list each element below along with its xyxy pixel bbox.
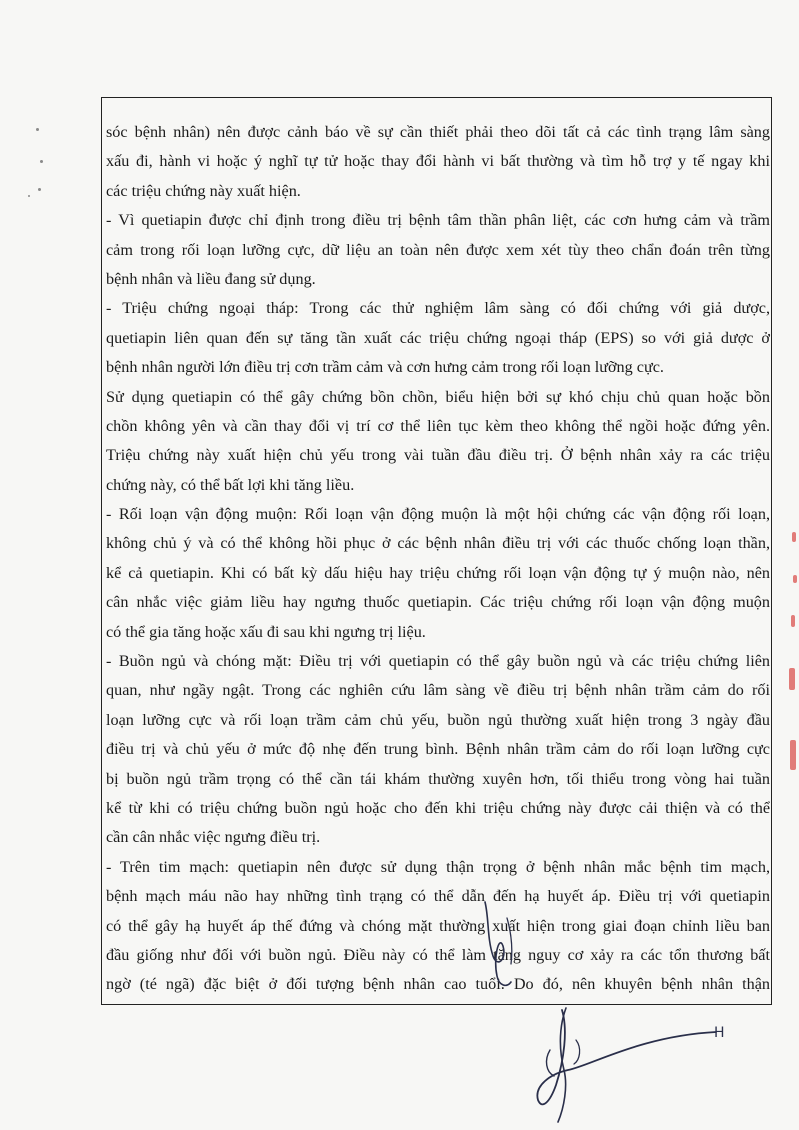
signature xyxy=(520,990,750,1130)
text-line: không chủ ý và có thể không hồi phục ở các bệnh nhân điều trị với các thuốc chống loạn thần, xyxy=(106,534,770,553)
scan-speck xyxy=(36,128,39,131)
text-line: chồn không yên và cần thay đổi vị trí cơ thể liên tục kèm theo không thể ngồi hoặc đứng yên. xyxy=(106,416,770,435)
text-line: bệnh nhân người lớn điều trị cơn trầm cảm và cơn hưng cảm trong rối loạn lưỡng cực. xyxy=(106,358,664,377)
text-line: bị buồn ngủ trầm trọng có thể cần tái khám thường xuyên hơn, tối thiểu trong vòng hai tuần xyxy=(106,769,770,788)
text-line: Sử dụng quetiapin có thể gây chứng bồn chồn, biểu hiện bởi sự khó chịu chủ quan hoặc bồn xyxy=(106,387,770,406)
stamp-fragment xyxy=(792,532,796,542)
text-line: Triệu chứng này xuất hiện chủ yếu trong vài tuần đầu điều trị. Ở bệnh nhân xảy ra các triệu xyxy=(106,446,770,465)
text-line: xấu đi, hành vi hoặc ý nghĩ tự tử hoặc thay đổi hành vi bất thường và tìm hỗ trợ y tế ngay khi xyxy=(106,152,770,171)
text-line: - Vì quetiapin được chỉ định trong điều trị bệnh tâm thần phân liệt, các cơn hưng cảm và trầm xyxy=(106,211,770,230)
text-line: - Triệu chứng ngoại tháp: Trong các thử nghiệm lâm sàng có đối chứng với giả dược, xyxy=(106,299,770,318)
text-line: quan, như ngầy ngật. Trong các nghiên cứu lâm sàng về điều trị bệnh nhân trầm cảm do rối xyxy=(106,681,770,700)
stamp-fragment xyxy=(791,615,795,627)
text-line: bệnh mạch máu não hay những tình trạng có thể dẫn đến hạ huyết áp. Điều trị với quetiapin xyxy=(106,887,770,906)
text-line: cảm trong rối loạn lưỡng cực, dữ liệu an toàn nên được xem xét tùy theo chẩn đoán trên từng xyxy=(106,240,770,259)
text-line: các triệu chứng này xuất hiện. xyxy=(106,181,301,200)
scan-speck xyxy=(38,188,41,191)
text-line: đầu giống như đối với buồn ngủ. Điều này có thể làm tăng nguy cơ xảy ra các tổn thương bất xyxy=(106,945,770,964)
text-line: loạn lưỡng cực và rối loạn trầm cảm chủ yếu, buồn ngủ thường xuất hiện trong 3 ngày đầu xyxy=(106,710,770,729)
text-line: - Rối loạn vận động muộn: Rối loạn vận động muộn là một hội chứng các vận động rối loạn, xyxy=(106,505,770,524)
text-line: có thể gây hạ huyết áp thế đứng và chóng mặt thường xuất hiện trong giai đoạn chỉnh liều ban xyxy=(106,916,770,935)
text-line: có thể gia tăng hoặc xấu đi sau khi ngưng trị liệu. xyxy=(106,622,426,641)
scan-speck xyxy=(28,195,30,197)
scan-speck xyxy=(40,160,43,163)
text-line: điều trị và chủ yếu ở mức độ nhẹ đến trung bình. Bệnh nhân trầm cảm do rối loạn lưỡng cực xyxy=(106,740,770,759)
document-body xyxy=(106,118,770,1000)
text-line: bệnh nhân và liều đang sử dụng. xyxy=(106,269,316,288)
stamp-fragment xyxy=(793,575,797,583)
signature-mark: H xyxy=(714,1025,725,1041)
stamp-fragment xyxy=(789,668,795,690)
handwritten-initials xyxy=(467,898,537,993)
text-line: - Trên tim mạch: quetiapin nên được sử dụng thận trọng ở bệnh nhân mắc bệnh tim mạch, xyxy=(106,857,770,876)
text-line: kể từ khi có triệu chứng buồn ngủ hoặc cho đến khi triệu chứng này được cải thiện và có thể xyxy=(106,798,770,817)
text-line: quetiapin liên quan đến sự tăng tần xuất các triệu chứng ngoại tháp (EPS) so với giả dược ở xyxy=(106,328,770,347)
text-line: ngờ (té ngã) đặc biệt ở đối tượng bệnh nhân cao tuổi. Do đó, nên khuyên bệnh nhân thận xyxy=(106,975,770,994)
text-line: chứng này, có thể bất lợi khi tăng liều. xyxy=(106,475,355,494)
text-line: cân nhắc việc giảm liều hay ngưng thuốc quetiapin. Các triệu chứng rối loạn vận động muộn xyxy=(106,593,770,612)
stamp-fragment xyxy=(790,740,796,770)
text-line: sóc bệnh nhân) nên được cảnh báo về sự cần thiết phải theo dõi tất cả các tình trạng lâm sàng xyxy=(106,123,770,141)
text-line: - Buồn ngủ và chóng mặt: Điều trị với quetiapin có thể gây buồn ngủ và các triệu chứng liên xyxy=(106,652,770,671)
text-line: cần cân nhắc việc ngưng điều trị. xyxy=(106,828,321,847)
text-line: kể cả quetiapin. Khi có bất kỳ dấu hiệu hay triệu chứng rối loạn vận động tự ý muộn nào, nên xyxy=(106,563,770,582)
